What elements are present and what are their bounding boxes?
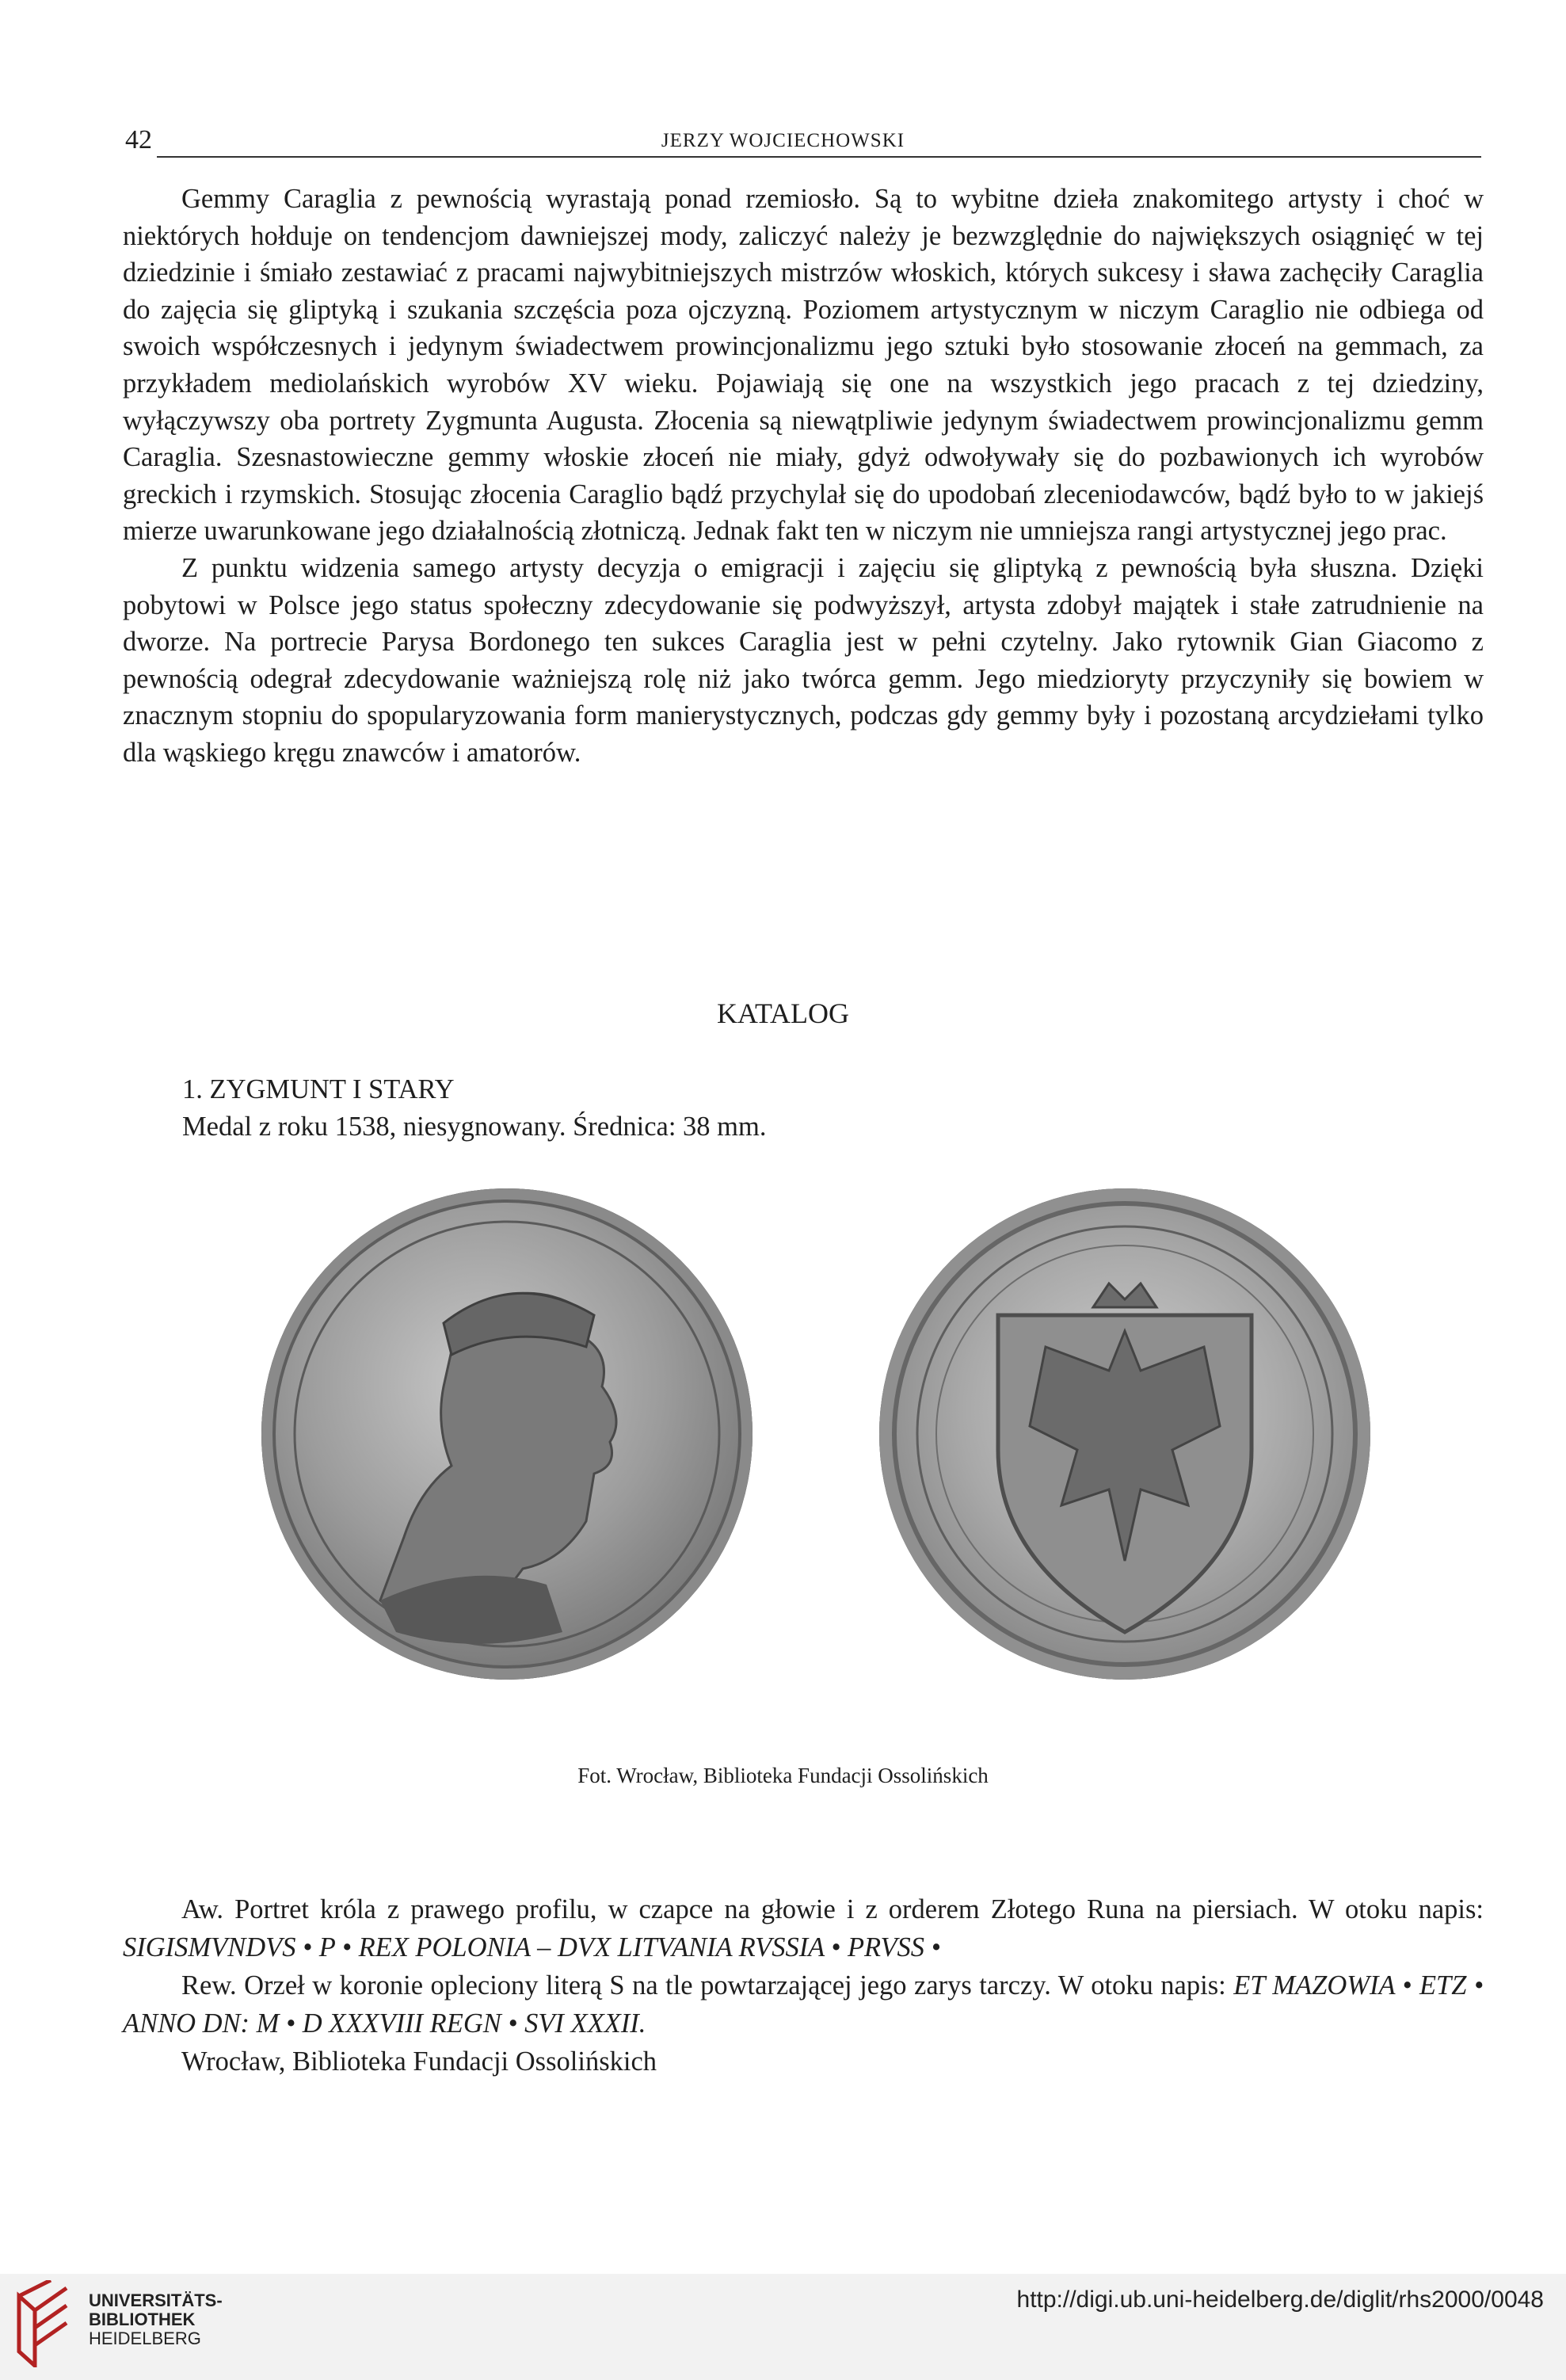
library-name [89,2291,223,2348]
entry-subtitle: Medal z roku 1538, niesygnowany. Średnica: 38 mm. [182,1111,767,1142]
obverse-description [123,1890,1484,1966]
library-name-line2: BIBLIOTHEK [89,2309,196,2329]
library-logo-icon [11,2280,81,2371]
paragraph-2: Z punktu widzenia samego artysty decyzja o emigracji i zajęciu się gliptyką z pewnością była słuszna. Dzięki pobytowi w Polsce jego status społeczny zdecydowanie się podwyższył, artysta zdobył majątek i stałe zatrudnienie na dworze. Na portrecie Parysa Bordonego ten sukces Caraglia jest w pełni czytelny. Jako rytownik Gian Giacomo z pewnością odegrał zdecydowanie ważniejszą rolę niż jako twórca gemm. Jego miedzioryty przyczyniły się bowiem w znacznym stopniu do spopularyzowania form manierystycznych, podczas gdy gemmy były i pozostaną arcydziełami tylko dla wąskiego kręgu znawców i amatorów. [123,552,1484,768]
photo-caption: Fot. Wrocław, Biblioteka Fundacji Ossolińskich [577,1764,989,1787]
entry-title: 1. ZYGMUNT I STARY [182,1074,455,1104]
header-rule [157,156,1481,158]
page-number: 42 [125,125,152,154]
body-text [123,181,1484,772]
reverse-description [123,1966,1484,2042]
library-name-line1: UNIVERSITÄTS- [89,2290,223,2310]
source-url-link[interactable]: http://digi.ub.uni-heidelberg.de/diglit/rhs2000/0048 [1016,2287,1544,2313]
reverse-label: Rew. Orzeł w koronie opleciony literą S na tle powtarzającej jego zarys tarczy. W otoku napis: [181,1970,1234,2000]
collection-location: Wrocław, Biblioteka Fundacji Ossolińskich [181,2046,657,2077]
eagle-shield-illustration [879,1188,1370,1680]
king-profile-illustration [261,1188,753,1680]
catalog-entry-header [182,1071,766,1145]
running-head: JERZY WOJCIECHOWSKI [661,130,905,151]
obverse-label: Aw. Portret króla z prawego profilu, w czapce na głowie i z orderem Złotego Runa na piersiach. W otoku napis: [181,1894,1484,1924]
catalog-description [123,1890,1484,2081]
reverse-inscription: ET MAZOWIA • ETZ • ANNO DN: M • D XXXVIII REGN • SVI XXXII. [123,1970,1484,2039]
obverse-inscription: SIGISMVNDVS • P • REX POLONIA – DVX LITVANIA RVSSIA • PRVSS • [123,1932,941,1962]
medal-obverse-photo [261,1188,753,1680]
catalog-heading: KATALOG [716,997,850,1029]
medal-reverse-photo [879,1188,1370,1680]
library-name-line3: HEIDELBERG [89,2329,201,2348]
paragraph-1: Gemmy Caraglia z pewnością wyrastają ponad rzemiosło. Są to wybitne dzieła znakomitego artysty i choć w niektórych hołduje on tendencjom dawniejszej mody, zaliczyć należy je bezwzględnie do największych osiągnięć w tej dziedzinie i śmiało zestawiać z pracami najwybitniejszych mistrzów włoskich, których sukcesy i sława zachęciły Caraglia do zajęcia się gliptyką i szukania szczęścia poza ojczyzną. Poziomem artystycznym w niczym Caraglio nie odbiega od swoich współczesnych i jedynym świadectwem prowincjonalizmu jego sztuki było stosowanie złoceń na gemmach, za przykładem mediolańskich wyrobów XV wieku. Pojawiają się one na wszystkich jego pracach z tej dziedziny, wyłączywszy oba portrety Zygmunta Augusta. Złocenia są niewątpliwie jedynym świadectwem prowincjonalizmu gemm Caraglia. Szesnastowieczne gemmy włoskie złoceń nie miały, gdyż odwoływały się do pozbawionych ich wyrobów greckich i rzymskich. Stosując złocenia Caraglio bądź przychylał się do upodobań zleceniodawców, bądź było to w jakiejś mierze uwarunkowane jego działalnością złotniczą. Jednak fakt ten w niczym nie umniejsza rangi artystycznej jego prac. [123,184,1484,547]
